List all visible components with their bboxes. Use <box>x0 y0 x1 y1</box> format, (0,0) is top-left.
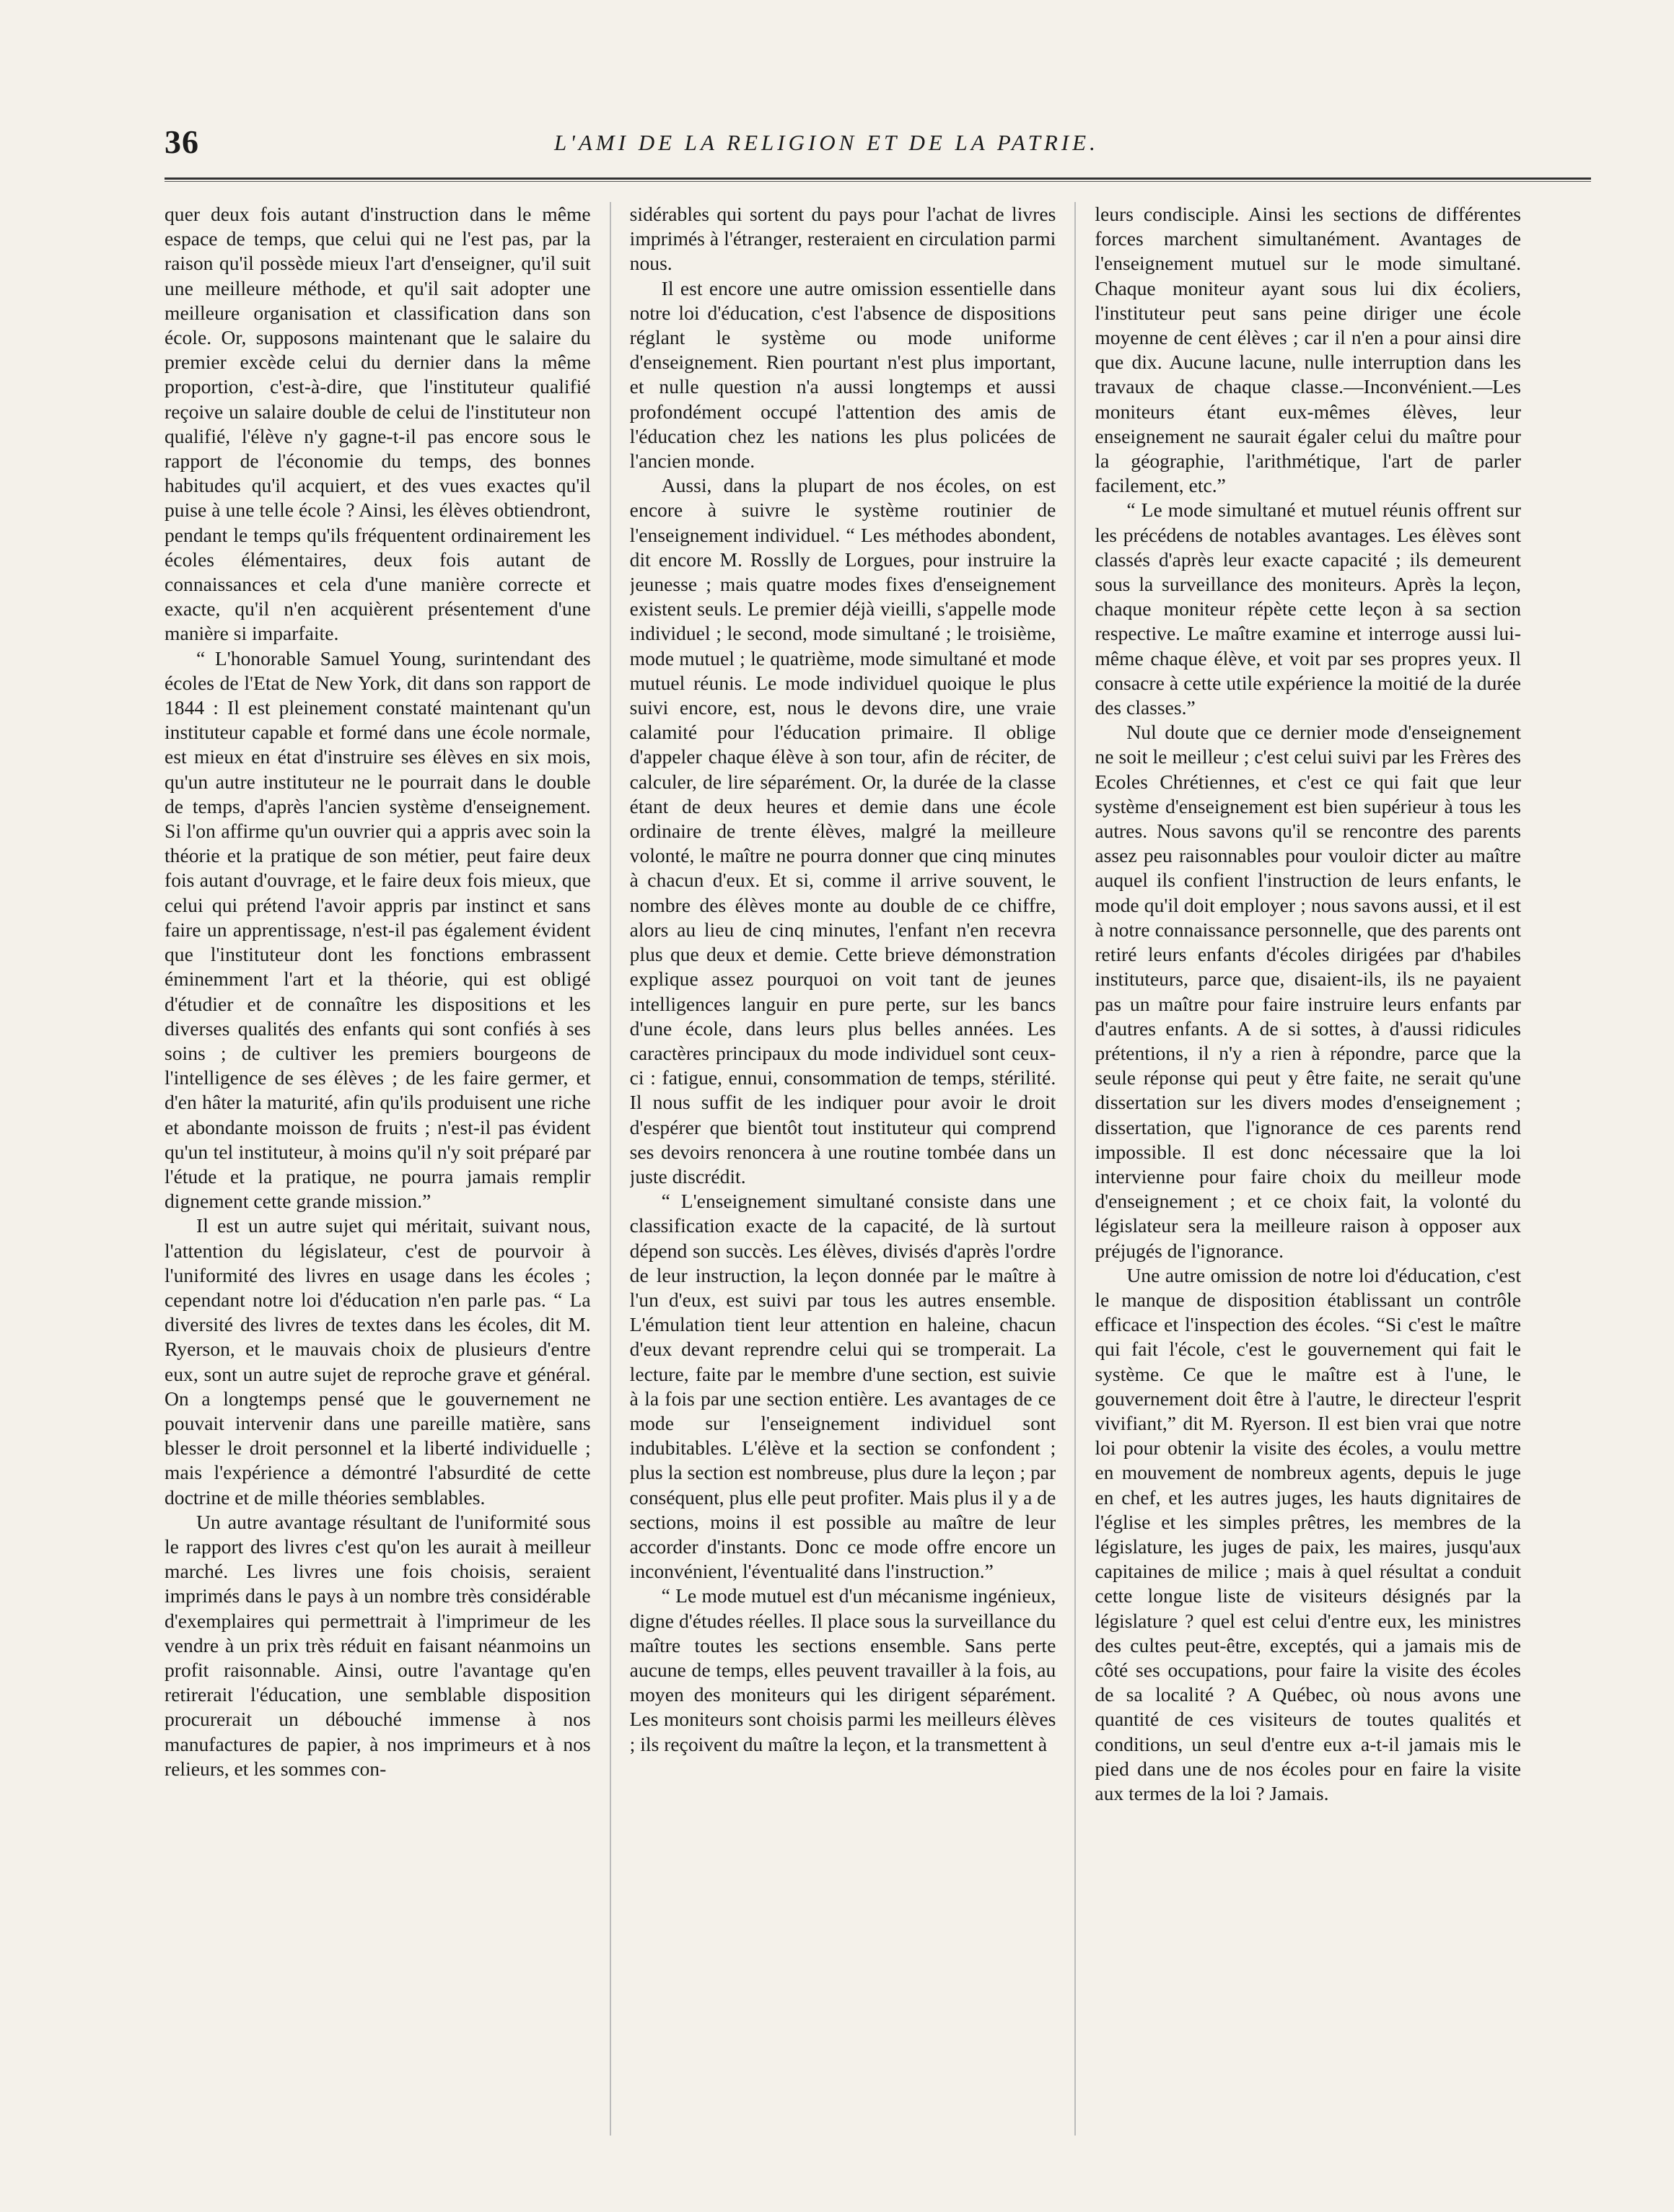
paragraph: sidérables qui sortent du pays pour l'achat de livres imprimés à l'étranger, resteraient en circulation parmi nous. <box>629 203 1056 275</box>
column-divider <box>1074 202 1076 2136</box>
page-header <box>165 123 1566 166</box>
paragraph: “ L'honorable Samuel Young, surintendant des écoles de l'Etat de New York, dit dans son rapport de 1844 : Il est pleinement constaté maintenant qu'un instituteur capable et formé dans une école normale, est mieux en état d'instruire ses élèves en six mois, qu'un autre instituteur ne le pourrait dans le double de temps, d'après l'ancien système d'enseignement. Si l'on affirme qu'un ouvrier qui a appris avec soin la théorie et la pratique de son métier, peut faire deux fois autant d'ouvrage, et le faire deux fois mieux, que celui qui prétend l'avoir appris par instinct et sans faire un apprentissage, n'est-il pas également évident que l'instituteur dont les fonctions embrassent éminemment l'art et la théorie, qui est obligé d'étudier et de connaître les dispositions et les diverses qualités des enfants qui sont confiés à ses soins ; de cultiver les premiers bourgeons de l'intelligence de ses élèves ; de les faire germer, et d'en hâter la maturité, afin qu'ils produisent une riche et abondante moisson de fruits ; n'est-il pas évident qu'un tel instituteur, à moins qu'il n'y soit préparé par l'étude et la pratique, ne pourra jamais remplir dignement cette grande mission.” <box>165 646 591 1213</box>
paragraph: leurs condisciple. Ainsi les sections de différentes forces marchent simultanément. Avantages de l'enseignement mutuel sur le mode simultané. Chaque moniteur ayant sous lui dix écoliers, l'instituteur peut sans peine diriger une école moyenne de cent élèves ; car il n'en a pour ainsi dire que dix. Aucune lacune, nulle interruption dans les travaux de chaque classe.—Inconvénient.—Les moniteurs étant eux-mêmes élèves, leur enseignement ne saurait égaler celui du maître pour la géographie, l'arithmétique, l'art de parler facilement, etc.” <box>1095 203 1522 497</box>
header-rule <box>165 177 1591 182</box>
page-number: 36 <box>165 123 199 160</box>
paragraph: “ L'enseignement simultané consiste dans une classification exacte de la capacité, de là surtout dépend son succès. Les élèves, divisés d'après l'ordre de leur instruction, la leçon donnée par le maître à l'un d'eux, est suivi par tous les autres ensemble. L'émulation tient leur attention en haleine, chacun d'eux devant reprendre celui qui se tromperait. La lecture, faite par le membre d'une section, est suivie à la fois par une section entière. Les avantages de ce mode sur l'enseignement individuel sont indubitables. L'élève et la section se confondent ; plus la section est nombreuse, plus dure la leçon ; par conséquent, plus elle peut profiter. Mais plus il y a de sections, moins il est possible au maître de leur accorder d'instants. Donc ce mode offre encore un inconvénient, l'éventualité dans l'instruction.” <box>629 1190 1056 1583</box>
column-1 <box>165 202 591 2136</box>
paragraph: Il est un autre sujet qui méritait, suivant nous, l'attention du législateur, c'est de pourvoir à l'uniformité des livres en usage dans les écoles ; cependant notre loi d'éducation n'en parle pas. “ La diversité des livres de textes dans les écoles, dit M. Ryerson, et le mauvais choix de plusieurs d'entre eux, sont un autre sujet de reproche grave et général. On a longtemps pensé que le gouvernement ne pouvait intervenir dans une pareille matière, sans blesser le droit personnel et la liberté individuelle ; mais l'expérience a démontré l'absurdité de cette doctrine et de mille théories semblables. <box>165 1214 591 1509</box>
paragraph: Une autre omission de notre loi d'éducation, c'est le manque de disposition établissant un contrôle efficace et l'inspection des écoles. “Si c'est le maître qui fait l'école, c'est le gouvernement qui fait le système. Ce que le maître est à l'une, le gouvernement doit être à l'autre, le directeur l'esprit vivifiant,” dit M. Ryerson. Il est bien vrai que notre loi pour obtenir la visite des écoles, a voulu mettre en mouvement de nombreux agents, depuis le juge en chef, et les autres juges, les hauts dignitaires de l'église et les simples prêtres, les membres de la législature, les juges de paix, les maires, jusqu'aux capitaines de milice ; mais à quel résultat a conduit cette longue liste de visiteurs désignés par la législature ? quel est celui d'entre eux, les ministres des cultes peut-être, exceptés, qui a jamais mis de côté ses occupations, pour faire la visite des écoles de sa localité ? A Québec, où nous avons une quantité de ces visiteurs de toutes qualités et conditions, un seul d'entre eux a-t-il jamais mis le pied dans une de nos écoles pour en faire la visite aux termes de la loi ? Jamais. <box>1095 1263 1522 1804</box>
paragraph: Nul doute que ce dernier mode d'enseignement ne soit le meilleur ; c'est celui suivi par les Frères des Ecoles Chrétiennes, et c'est ce qui fait que leur système d'enseignement est bien supérieur à tous les autres. Nous savons qu'il se rencontre des parents assez peu raisonnables pour vouloir dicter au maître auquel ils confient l'instruction de leurs enfants, le mode qu'il doit employer ; nous savons aussi, et il est à notre connaissance personnelle, que des parents ont retiré leurs enfants d'écoles dirigées par d'habiles instituteurs, parce que, disaient-ils, ils ne payaient pas un maître pour faire instruire leurs enfants par d'autres enfants. A de si sottes, à d'aussi ridicules prétentions, il n'y a rien à répondre, parce que la seule réponse qui peut y être faite, ne serait qu'une dissertation sur les divers modes d'enseignement ; dissertation, que l'ignorance de ces parents rend impossible. Il est donc nécessaire que la loi intervienne pour faire choix du meilleur mode d'enseignement ; et ce choix fait, la volonté du législateur sera la meilleure raison à opposer aux préjugés de l'ignorance. <box>1095 721 1522 1262</box>
paragraph: “ Le mode mutuel est d'un mécanisme ingénieux, digne d'études réelles. Il place sous la surveillance du maître toutes les sections ensemble. Sans perte aucune de temps, elles peuvent travailler à la fois, au moyen des moniteurs qui les dirigent séparément. Les moniteurs sont choisis parmi les meilleurs élèves ; ils reçoivent du maître la leçon, et la transmettent à <box>629 1584 1056 1755</box>
column-divider <box>610 202 611 2136</box>
paragraph: quer deux fois autant d'instruction dans le même espace de temps, que celui qui ne l'est pas, par la raison qu'il possède mieux l'art d'enseigner, qu'il suit une meilleure méthode, et qu'il sait adopter une meilleure organisation et classification dans son école. Or, supposons maintenant que le salaire du premier excède celui du dernier dans la même proportion, c'est-à-dire, que l'instituteur qualifié reçoive un salaire double de celui de l'instituteur non qualifié, l'élève n'y gagne-t-il pas encore sous le rapport de l'économie du temps, des bonnes habitudes qu'il acquiert, et des vues exactes qu'il puise à une telle école ? Ainsi, les élèves obtiendront, pendant le temps qu'ils fréquentent ordinairement les écoles élémentaires, deux fois autant de connaissances et cela d'une manière correcte et exacte, qu'il n'en acquièrent présentement d'une manière si imparfaite. <box>165 203 591 645</box>
paragraph: Il est encore une autre omission essentielle dans notre loi d'éducation, c'est l'absence de dispositions réglant le système ou mode uniforme d'enseignement. Rien pourtant n'est plus important, et nulle question n'a aussi longtemps et aussi profondément occupé l'attention des amis de l'éducation chez les nations les plus policées de l'ancien monde. <box>629 276 1056 473</box>
column-2 <box>630 202 1056 2136</box>
paragraph: “ Le mode simultané et mutuel réunis offrent sur les précédens de notables avantages. Les élèves sont classés d'après leur exacte capacité ; ils demeurent sous la surveillance des moniteurs. Après la leçon, chaque moniteur répète cette leçon à sa section respective. Le maître examine et interroge aussi lui-même chaque élève, et voit par ses propres yeux. Il consacre à cette utile expérience la moitié de la durée des classes.” <box>1095 499 1522 719</box>
column-3 <box>1095 202 1521 2136</box>
text-columns <box>165 202 1521 2136</box>
running-title: L'AMI DE LA RELIGION ET DE LA PATRIE. <box>554 130 1099 155</box>
paragraph: Aussi, dans la plupart de nos écoles, on est encore à suivre le système routinier de l'enseignement individuel. “ Les méthodes abondent, dit encore M. Rosslly de Lorgues, pour instruire la jeunesse ; mais quatre modes fixes d'enseignement existent seuls. Le premier déjà vieilli, s'appelle mode individuel ; le second, mode simultané ; le troisième, mode mutuel ; le quatrième, mode simultané et mode mutuel réunis. Le mode individuel quoique le plus suivi encore, est, nous le devons dire, une vraie calamité pour l'éducation primaire. Il oblige d'appeler chaque élève à son tour, afin de réciter, de calculer, de lire séparément. Or, la durée de la classe étant de deux heures et demie dans une école ordinaire de trente élèves, malgré la meilleure volonté, le maître ne pourra donner que cinq minutes à chacun d'eux. Et si, comme il arrive souvent, le nombre des élèves monte au double de ce chiffre, alors au lieu de cinq minutes, l'enfant n'en recevra plus que deux et demie. Cette brieve démonstration explique assez pourquoi on voit tant de jeunes intelligences languir en pure perte, sur les bancs d'une école, dans leurs plus belles années. Les caractères principaux du mode individuel sont ceux-ci : fatigue, ennui, consommation de temps, stérilité. Il nous suffit de les indiquer pour avoir le droit d'espérer que bientôt tout instituteur qui comprend ses devoirs renoncera à une routine tombée dans un juste discrédit. <box>629 474 1056 1188</box>
paragraph: Un autre avantage résultant de l'uniformité sous le rapport des livres c'est qu'on les aurait à meilleur marché. Les livres une fois choisis, seraient imprimés dans le pays à un nombre très considérable d'exemplaires qui permettrait à l'imprimeur de les vendre à un prix très réduit en faisant néanmoins un profit raisonnable. Ainsi, outre l'avantage qu'en retirerait l'éducation, une semblable disposition procurerait un débouché immense à nos manufactures de papier, à nos imprimeurs et à nos relieurs, et les sommes con- <box>165 1510 591 1780</box>
